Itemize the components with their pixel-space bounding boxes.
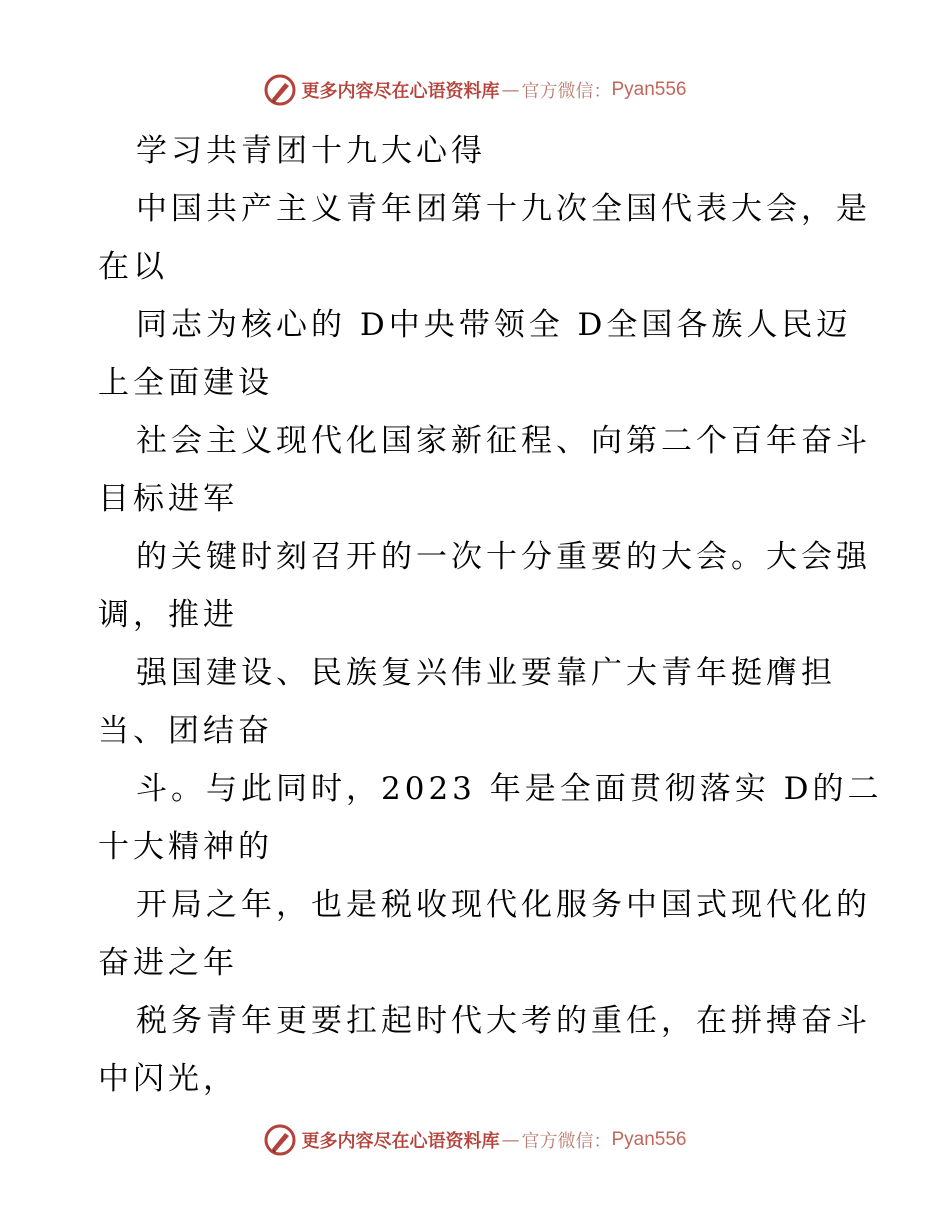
text-line: 中闪光， — [98, 1061, 238, 1097]
text-line: 税务青年更要扛起时代大考的重任，在拼搏奋斗 — [136, 1003, 871, 1039]
document-title: 学习共青团十九大心得 — [136, 133, 486, 169]
text-line: 调，推进 — [98, 597, 238, 633]
text-line: 的关键时刻召开的一次十分重要的大会。大会强 — [136, 539, 871, 575]
pen-logo-icon — [263, 73, 297, 107]
text-line: 在以 — [98, 249, 168, 285]
banner-label: 官方微信： — [521, 81, 612, 102]
banner-wechat-id: Pyan556 — [611, 1129, 687, 1150]
footer-banner — [0, 1122, 950, 1158]
text-line: 目标进军 — [98, 481, 238, 517]
banner-wechat-id: Pyan556 — [611, 79, 687, 100]
text-line: 十大精神的 — [98, 829, 273, 865]
text-line: 奋进之年 — [98, 945, 238, 981]
text-line: 上全面建设 — [98, 365, 273, 401]
banner-separator: — — [501, 1129, 520, 1151]
header-banner — [0, 72, 950, 108]
text-line: 斗。与此同时，2023 年是全面贯彻落实 D的二 — [136, 771, 883, 807]
text-line: 中国共产主义青年团第十九次全国代表大会，是 — [136, 191, 871, 227]
text-line: 社会主义现代化国家新征程、向第二个百年奋斗 — [136, 423, 871, 459]
text-line: 开局之年，也是税收现代化服务中国式现代化的 — [136, 887, 871, 923]
banner-text: 更多内容尽在心语资料库 — [301, 1131, 500, 1152]
banner-separator: — — [501, 79, 520, 101]
document-body — [98, 122, 883, 1108]
pen-logo-icon — [263, 1123, 297, 1157]
text-line: 同志为核心的 D中央带领全 D全国各族人民迈 — [136, 307, 852, 343]
banner-text: 更多内容尽在心语资料库 — [301, 81, 500, 102]
text-line: 当、团结奋 — [98, 713, 273, 749]
text-line: 强国建设、民族复兴伟业要靠广大青年挺膺担 — [136, 655, 836, 691]
banner-label: 官方微信： — [521, 1131, 612, 1152]
